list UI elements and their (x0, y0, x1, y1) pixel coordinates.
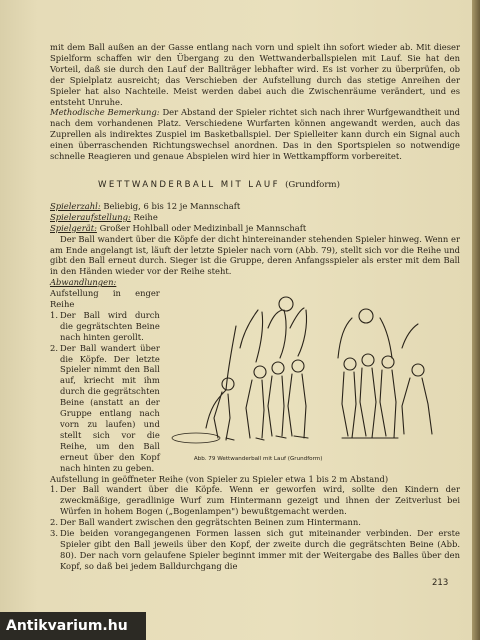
method-remark (50, 107, 460, 162)
figure-79-drawing (166, 288, 466, 463)
players-label: Spielerzahl: (50, 200, 101, 211)
variations-with-figure (50, 288, 460, 473)
close-row-variations (50, 288, 160, 473)
close-row-label: Aufstellung in enger Reihe (50, 288, 160, 310)
open-row-label: Aufstellung in geöffneter Reihe (von Spieler zu Spieler etwa 1 bis 2 m Abstand) (50, 473, 389, 484)
intro-paragraph: mit dem Ball außen an der Gasse entlang nach vorn und spielt ihn sofort wieder ab. Mit dieser Spielform schaffen wir den Übergang zu den Wettwanderballspielen mit Lauf. Sie hat den Vorteil, daß sie durch den Lauf der Ballträger lebhafter wird. Es ist vorher zu überprüfen, ob der Spielplatz ausreicht; das Verschieben der Aufstellung durch das stetige Anreihen der Spieler hat also Nachteile. Meist werden dabei auch die Zwischenräume verändert, und es entsteht Unruhe. (50, 42, 460, 107)
remark-label: Methodische Bemerkung: (50, 107, 160, 118)
text-column (50, 42, 460, 572)
page-number: 213 (432, 578, 449, 588)
players-value: Beliebig, 6 bis 12 je Mannschaft (103, 200, 241, 211)
page-edge (472, 0, 480, 640)
setup-value: Reihe (133, 211, 158, 222)
figure-caption: Abb. 79 Wettwanderball mit Lauf (Grundform) (193, 456, 323, 463)
close-item-2: Der Ball wandert über die Köpfe. Der letzte Spieler nimmt den Ball auf, kriecht mit ihm durch die gegrätschten Beine (anstatt an der Gruppe entlang nach vorn zu laufen) und stellt sich vor die Reihe, um den Ball erneut über den Kopf nach hinten zu geben. (60, 342, 160, 473)
section-heading (98, 180, 460, 191)
open-item-2: Der Ball wandert zwischen den gegrätschten Beinen zum Hintermann. (60, 517, 361, 528)
close-item-1: Der Ball wird durch die gegrätschten Beine nach hinten gerollt. (60, 309, 160, 342)
list-item: 2. Der Ball wandert über die Köpfe. Der letzte Spieler nimmt den Ball auf, kriecht mit ihm durch die gegrätschten Beine (anstatt an der Gruppe entlang nach vorn zu laufen) und stellt sich vor die Reihe, um den Ball erneut über den Kopf nach hinten zu geben. (50, 342, 160, 473)
list-item: 1. Der Ball wird durch die gegrätschten Beine nach hinten gerollt. (50, 309, 160, 342)
setup-label: Spieleraufstellung: (50, 211, 131, 222)
equipment-value: Großer Hohlball oder Medizinball je Mannschaft (99, 222, 307, 233)
figure-79 (166, 288, 460, 463)
equipment-label: Spielgerät: (50, 222, 97, 233)
setup-line (50, 212, 460, 223)
equipment-line (50, 223, 460, 234)
list-item: 3. Die beiden vorangegangenen Formen lassen sich gut miteinander verbinden. Der erste Spieler gibt den Ball jeweils über den Kopf, der zweite durch die gegrätschten Beine (Abb. 80). Der nach vorn gelaufene Spieler beginnt immer mit der Weitergabe des Balles über den Kopf, so daß bei jedem Balldurchgang die (50, 528, 460, 571)
remark-text: Der Abstand der Spieler richtet sich nach ihrer Wurfgewandtheit und nach dem vorhandenen Platz. Verschiedene Wurfarten können angewandt werden, auch das Zuprellen als indirektes Zuspiel im Basketballspiel. Der Spielleiter kann durch ein Signal auch einen überraschenden Richtungswechsel anordnen. Das in den Sportspielen so notwendige schnelle Reagieren und genaue Abspielen wird hier in Wettkampfform vorbereitet. (50, 107, 460, 162)
list-item: 1. Der Ball wandert über die Köpfe. Wenn er geworfen wird, sollte den Kindern der zweckmäßige, geradlinige Wurf zum Hintermann gezeigt und ihnen der Zeitverlust bei Würfen in hohem Bogen („Bogenlampen") bewußtgemacht werden. (50, 484, 460, 517)
watermark: Antikvarium.hu (0, 612, 146, 640)
open-item-3: Die beiden vorangegangenen Formen lassen sich gut miteinander verbinden. Der erste Spieler gibt den Ball jeweils über den Kopf, der zweite durch die gegrätschten Beine (Abb. 80). Der nach vorn gelaufene Spieler beginnt immer mit der Weitergabe des Balles über den Kopf, so daß bei jedem Balldurchgang die (60, 528, 460, 571)
open-item-1: Der Ball wandert über die Köpfe. Wenn er geworfen wird, sollte den Kindern der zweckmäßige, geradlinige Wurf zum Hintermann gezeigt und ihnen der Zeitverlust bei Würfen in hohem Bogen („Bogenlampen") bewußtgemacht werden. (60, 484, 460, 517)
list-item: 2. Der Ball wandert zwischen den gegrätschten Beinen zum Hintermann. (50, 517, 361, 528)
game-description: Der Ball wandert über die Köpfe der dicht hintereinander stehenden Spieler hinweg. Wenn er am Ende angelangt ist, läuft der letzte Spieler nach vorn (Abb. 79), stellt sich vor die Reihe und gibt den Ball erneut durch. Sieger ist die Gruppe, deren Anfangsspieler als erster mit dem Ball in den Händen wieder vor der Reihe steht. (50, 233, 460, 277)
section-title: WETTWANDERBALL MIT LAUF (98, 179, 280, 190)
section-subtitle: (Grundform) (285, 179, 340, 190)
players-line (50, 201, 460, 212)
variations-label: Abwandlungen: (50, 277, 117, 288)
